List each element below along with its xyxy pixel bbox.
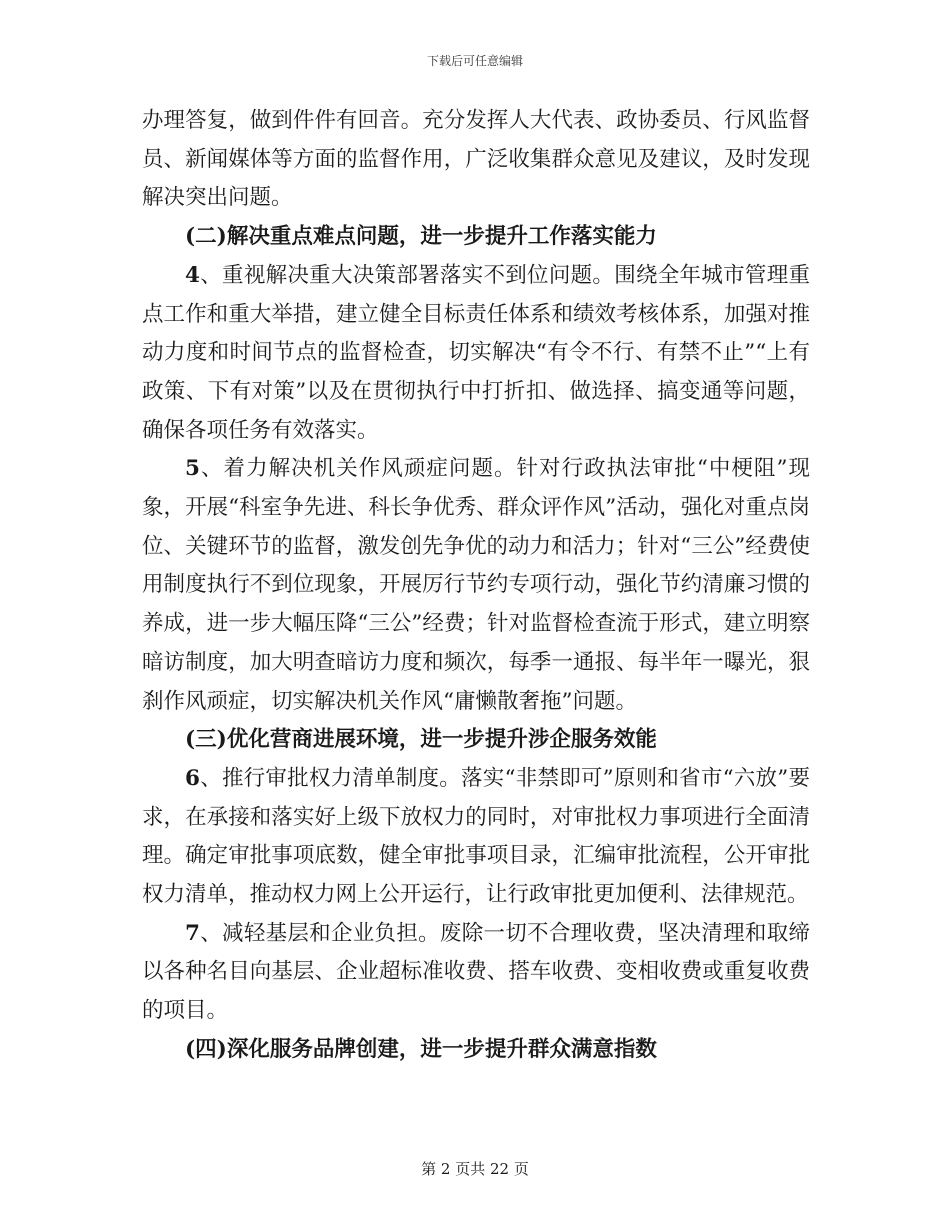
section-heading-2: (二)解决重点难点问题，进一步提升工作落实能力 (185, 224, 657, 250)
list-item-5 (142, 450, 810, 721)
item-number: 4 (185, 262, 200, 288)
paragraph-continuation: 办理答复，做到件件有回音。充分发挥人大代表、政协委员、行风监督员、新闻媒体等方面的监督作用，广泛收集群众意见及建议，及时发现解决突出问题。 (142, 108, 810, 211)
item-number: 7 (185, 920, 200, 946)
item-text: 、推行审批权力清单制度。落实“非禁即可”原则和省市“六放”要求，在承接和落实好上级下放权力的同时，对审批权力事项进行全面清理。确定审批事项底数，健全审批事项目录，汇编审批流程，公开审批权力清单，推动权力网上公开运行，让行政审批更加便利、法律规范。 (142, 765, 810, 908)
list-item-6 (142, 760, 810, 915)
item-text: 、减轻基层和企业负担。废除一切不合理收费，坚决清理和取缔以各种名目向基层、企业超标准收费、搭车收费、变相收费或重复收费的项目。 (142, 920, 810, 1024)
document-body (142, 102, 810, 1070)
item-text: 、重视解决重大决策部署落实不到位问题。围绕全年城市管理重点工作和重大举措，建立健全目标责任体系和绩效考核体系，加强对推动力度和时间节点的监督检查，切实解决“有令不行、有禁不止”“上有政策、下有对策”以及在贯彻执行中打折扣、做选择、搞变通等问题，确保各项任务有效落实。 (142, 262, 810, 443)
page-header-note: 下载后可任意编辑 (426, 54, 523, 68)
section-heading-4: (四)深化服务品牌创建，进一步提升群众满意指数 (185, 1036, 657, 1062)
item-number: 6 (185, 765, 200, 791)
list-item-7 (142, 915, 810, 1031)
section-heading-3: (三)优化营商进展环境，进一步提升涉企服务效能 (185, 727, 657, 753)
list-item-4 (142, 257, 810, 451)
item-number: 5 (185, 456, 200, 482)
item-text: 、着力解决机关作风顽症问题。针对行政执法审批“中梗阻”现象，开展“科室争先进、科长争优秀、群众评作风”活动，强化对重点岗位、关键环节的监督，激发创先争优的动力和活力；针对“三公”经费使用制度执行不到位现象，开展厉行节约专项行动，强化节约清廉习惯的养成，进一步大幅压降“三公”经费；针对监督检查流于形式，建立明察暗访制度，加大明查暗访力度和频次，每季一通报、每半年一曝光，狠刹作风顽症，切实解决机关作风“庸懒散奢拖”问题。 (142, 456, 810, 714)
page-number: 第 2 页共 22 页 (421, 1160, 529, 1178)
